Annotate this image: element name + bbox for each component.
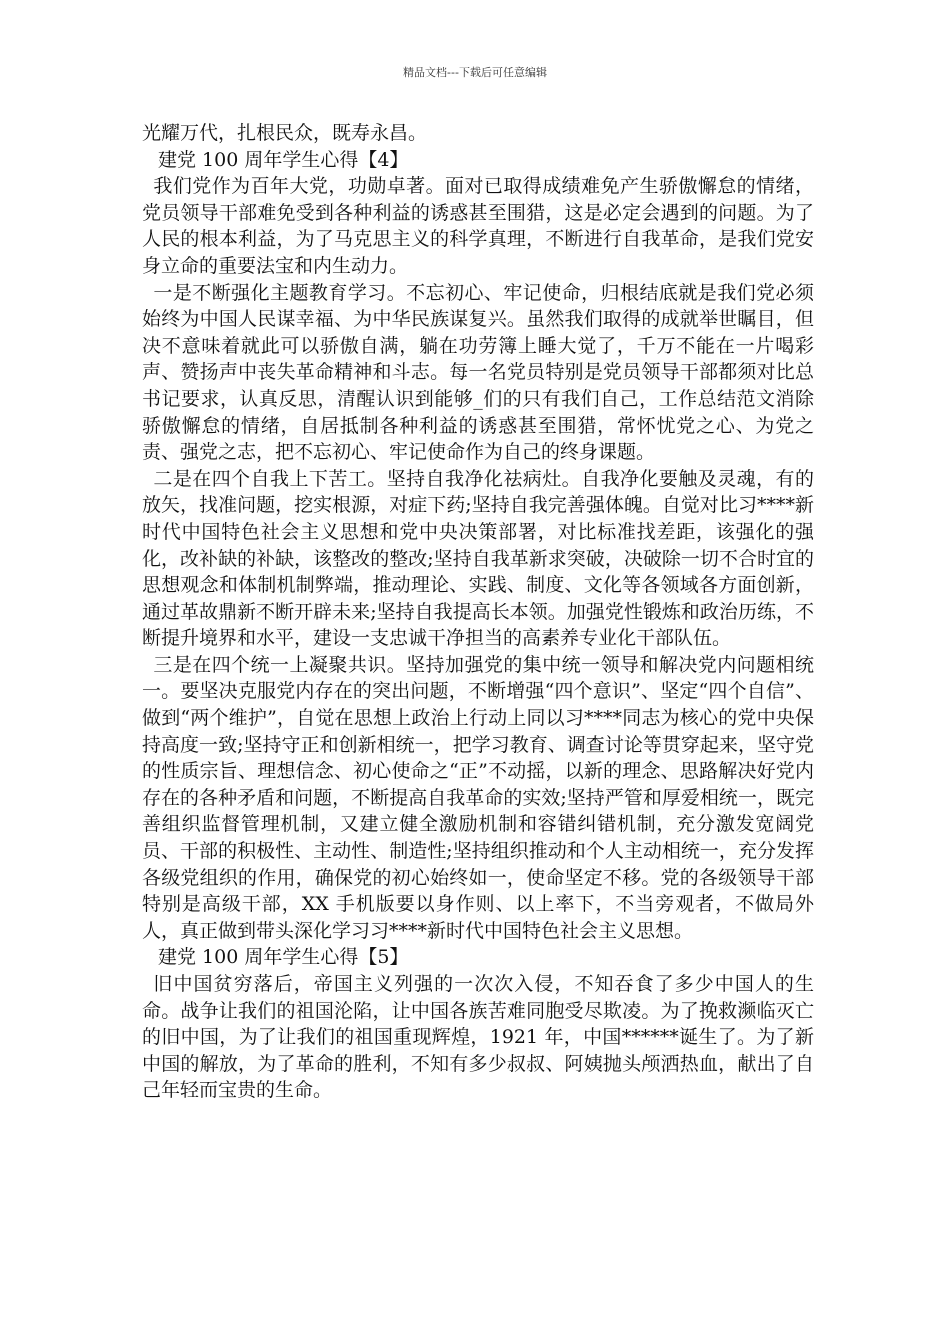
section-heading: 建党 100 周年学生心得【5】 bbox=[158, 946, 409, 969]
page-header: 精品文档---下载后可任意编辑 bbox=[403, 66, 547, 79]
paragraph: 我们党作为百年大党，功勋卓著。面对已取得成绩难免产生骄傲懈怠的情绪，党员领导干部难免受到各种利益的诱惑甚至围猎，这是必定会遇到的问题。为了人民的根本利益，为了马克思主义的科学真理，不断进行自我革命，是我们党安身立命的重要法宝和内生动力。 bbox=[142, 175, 814, 277]
paragraph: 光耀万代，扎根民众，既寿永昌。 bbox=[142, 122, 428, 144]
paragraph: 二是在四个自我上下苦工。坚持自我净化祛病灶。自我净化要触及灵魂，有的放矢，找准问题，挖实根源，对症下药;坚持自我完善强体魄。自觉对比习****新时代中国特色社会主义思想和党中央决策部署，对比标准找差距，该强化的强化，改补缺的补缺，该整改的整改;坚持自我革新求突破，决破除一切不合时宜的思想观念和体制机制弊端，推动理论、实践、制度、文化等各领域各方面创新，通过革故鼎新不断开辟未来;坚持自我提高长本领。加强党性锻炼和政治历练，不断提升境界和水平，建设一支忠诚干净担当的高素养专业化干部队伍。 bbox=[142, 467, 814, 650]
paragraph: 一是不断强化主题教育学习。不忘初心、牢记使命，归根结底就是我们党必须始终为中国人民谋幸福、为中华民族谋复兴。虽然我们取得的成就举世瞩目，但决不意味着就此可以骄傲自满，躺在功劳簿上睡大觉了，千万不能在一片喝彩声、赞扬声中丧失革命精神和斗志。每一名党员特别是党员领导干部都须对比总书记要求，认真反思，清醒认识到能够_们的只有我们自己，工作总结范文消除骄傲懈怠的情绪，自居抵制各种利益的诱惑甚至围猎，常怀忧党之心、为党之责、强党之志，把不忘初心、牢记使命作为自己的终身课题。 bbox=[142, 281, 814, 464]
paragraph: 旧中国贫穷落后，帝国主义列强的一次次入侵，不知吞食了多少中国人的生命。战争让我们的祖国沦陷，让中国各族苦难同胞受尽欺凌。为了挽救濒临灭亡的旧中国，为了让我们的祖国重现辉煌，1921 年，中国******诞生了。为了新中国的解放，为了革命的胜利，不知有多少叔叔、阿姨抛头颅洒热血，献出了自己年轻而宝贵的生命。 bbox=[142, 973, 814, 1102]
paragraph: 三是在四个统一上凝聚共识。坚持加强党的集中统一领导和解决党内问题相统一。要坚决克服党内存在的突出问题，不断增强“四个意识”、坚定“四个自信”、做到“两个维护”，自觉在思想上政治上行动上同以习****同志为核心的党中央保持高度一致;坚持守正和创新相统一，把学习教育、调查讨论等贯穿起来，坚守党的性质宗旨、理想信念、初心使命之“正”不动摇，以新的理念、思路解决好党内存在的各种矛盾和问题，不断提高自我革命的实效;坚持严管和厚爱相统一，既完善组织监督管理机制，又建立健全激励机制和容错纠错机制，充分激发宽阔党员、干部的积极性、主动性、制造性;坚持组织推动和个人主动相统一，充分发挥各级党组织的作用，确保党的初心始终如一，使命坚定不移。党的各级领导干部特别是高级干部，XX 手机版要以身作则、以上率下，不当旁观者，不做局外人，真正做到带头深化学习习****新时代中国特色社会主义思想。 bbox=[142, 653, 814, 942]
document-body bbox=[142, 120, 814, 1104]
section-heading: 建党 100 周年学生心得【4】 bbox=[158, 148, 409, 171]
